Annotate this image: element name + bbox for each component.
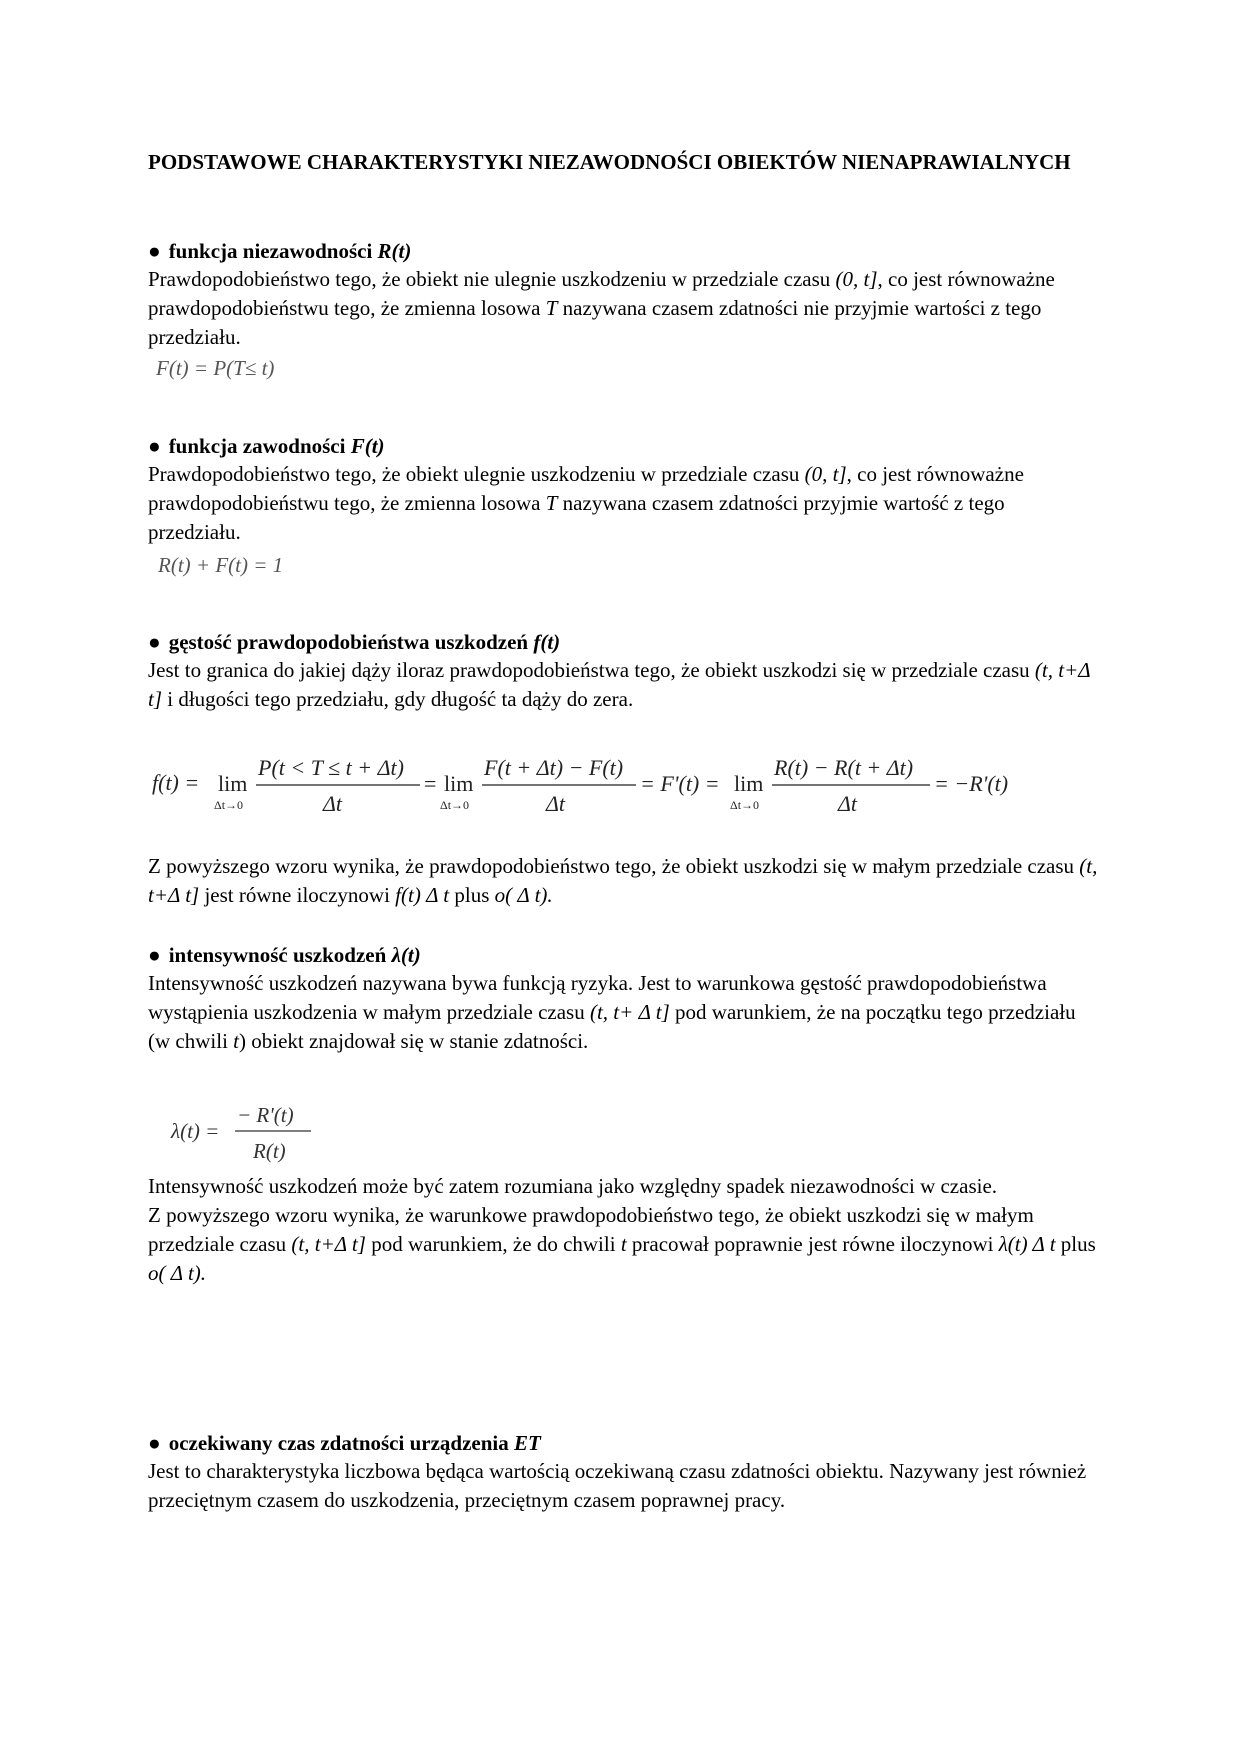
numerator-1: P(t < T ≤ t + Δt) <box>258 755 404 780</box>
section-heading <box>148 237 1098 265</box>
formula-density-limit <box>148 745 1048 820</box>
lim-sub-3: Δt→0 <box>730 798 760 812</box>
lambda-lhs: λ(t) = <box>171 1119 220 1143</box>
lambda-numerator: − R'(t) <box>237 1103 294 1127</box>
formula-failure-rate <box>165 1100 335 1168</box>
section-heading <box>148 628 1098 656</box>
lim-3: lim <box>734 771 764 796</box>
interval: (0, t] <box>804 462 847 486</box>
definition-paragraph: Jest to granica do jakiej dąży iloraz prawdopodobieństwa tego, że obiekt uszkodzi się w przedziale czasu (t, t+Δ t] i długości tego przedziału, gdy długość ta dąży do zera. <box>148 658 1091 711</box>
derivative-F: = F'(t) = <box>640 771 720 796</box>
random-variable: T <box>545 491 558 515</box>
heading-text: intensywność uszkodzeń <box>168 943 392 967</box>
section-failure-density <box>148 628 1098 714</box>
numerator-3: R(t) − R(t + Δt) <box>774 755 914 780</box>
formula-rhs: = −R'(t) <box>934 771 1009 796</box>
section-density-conclusion <box>148 852 1098 910</box>
interval: (t, t+Δ t] <box>148 658 1091 711</box>
heading-symbol: F(t) <box>350 434 385 458</box>
conclusion-paragraph: Z powyższego wzoru wynika, że warunkowe prawdopodobieństwo tego, że obiekt uszkodzi się w małym przedziale czasu (t, t+Δ t] pod warunkiem, że do chwili t pracował poprawnie jest równe iloczynowi λ(t) Δ t plus o( Δ t). <box>148 1203 1096 1285</box>
interval: (t, t+ Δ t] <box>589 1000 670 1024</box>
heading-symbol: ET <box>513 1431 541 1455</box>
lim-sub-2: Δt→0 <box>440 798 470 812</box>
heading-symbol: f(t) <box>533 630 561 654</box>
section-reliability-function <box>148 237 1098 382</box>
interval: (0, t] <box>835 267 878 291</box>
denominator-2: Δt <box>546 791 566 816</box>
definition-paragraph: Jest to charakterystyka liczbowa będąca wartością oczekiwaną czasu zdatności obiektu. Nazywany jest również przeciętnym czasem do uszkodzenia, przeciętnym czasem poprawnej pracy. <box>148 1459 1087 1512</box>
denominator-1: Δt <box>323 791 343 816</box>
formula-lhs: f(t) = <box>152 770 200 795</box>
bullet-icon: ● <box>148 239 161 263</box>
formula-F-of-t: F(t) = P(T≤ t) <box>156 356 275 380</box>
heading-text: oczekiwany czas zdatności urządzenia <box>168 1431 514 1455</box>
section-failure-rate-notes <box>148 1172 1098 1288</box>
heading-text: funkcja zawodności <box>168 434 351 458</box>
bullet-icon: ● <box>148 943 161 967</box>
definition-paragraph: Intensywność uszkodzeń nazywana bywa funkcją ryzyka. Jest to warunkowa gęstość prawdopodobieństwa wystąpienia uszkodzenia w małym przedziale czasu (t, t+ Δ t] pod warunkiem, że na początku tego przedziału (w chwili t) obiekt znajdował się w stanie zdatności. <box>148 971 1076 1053</box>
section-expected-lifetime <box>148 1429 1098 1515</box>
lim-1: lim <box>218 771 248 796</box>
definition-paragraph: Prawdopodobieństwo tego, że obiekt ulegnie uszkodzeniu w przedziale czasu (0, t], co jest równoważne prawdopodobieństwu tego, że zmienna losowa T nazywana czasem zdatności przyjmie wartość z tego przedziału. <box>148 462 1024 544</box>
conclusion-paragraph: Z powyższego wzoru wynika, że prawdopodobieństwo tego, że obiekt uszkodzi się w małym przedziale czasu (t, t+Δ t] jest równe iloczynowi f(t) Δ t plus o( Δ t). <box>148 854 1098 907</box>
document-title: PODSTAWOWE CHARAKTERYSTYKI NIEZAWODNOŚCI OBIEKTÓW NIENAPRAWIALNYCH <box>148 150 1071 174</box>
formula-R-plus-F: R(t) + F(t) = 1 <box>158 553 284 577</box>
section-heading <box>148 1429 1098 1457</box>
section-heading <box>148 941 1098 969</box>
bullet-icon: ● <box>148 630 161 654</box>
lim-2: lim <box>444 771 474 796</box>
heading-symbol: λ(t) <box>391 943 421 967</box>
bullet-icon: ● <box>148 434 161 458</box>
heading-symbol: R(t) <box>377 239 412 263</box>
denominator-3: Δt <box>838 791 858 816</box>
lambda-denominator: R(t) <box>253 1139 286 1163</box>
interval: (t, t+Δ t] <box>148 854 1098 907</box>
definition-paragraph: Prawdopodobieństwo tego, że obiekt nie ulegnie uszkodzeniu w przedziale czasu (0, t], co jest równoważne prawdopodobieństwu tego, że zmienna losowa T nazywana czasem zdatności nie przyjmie wartości z tego przedziału. <box>148 267 1055 349</box>
numerator-2: F(t + Δt) − F(t) <box>484 755 624 780</box>
heading-text: funkcja niezawodności <box>168 239 378 263</box>
bullet-icon: ● <box>148 1431 161 1455</box>
equals-1: = <box>424 771 437 796</box>
section-failure-rate <box>148 941 1098 1056</box>
interpretation-paragraph: Intensywność uszkodzeń może być zatem rozumiana jako względny spadek niezawodności w czasie. <box>148 1174 998 1198</box>
random-variable: T <box>545 296 558 320</box>
interval: (t, t+Δ t] <box>291 1232 366 1256</box>
section-unreliability-function <box>148 432 1098 579</box>
section-heading <box>148 432 1098 460</box>
heading-text: gęstość prawdopodobieństwa uszkodzeń <box>168 630 534 654</box>
lim-sub-1: Δt→0 <box>214 798 244 812</box>
